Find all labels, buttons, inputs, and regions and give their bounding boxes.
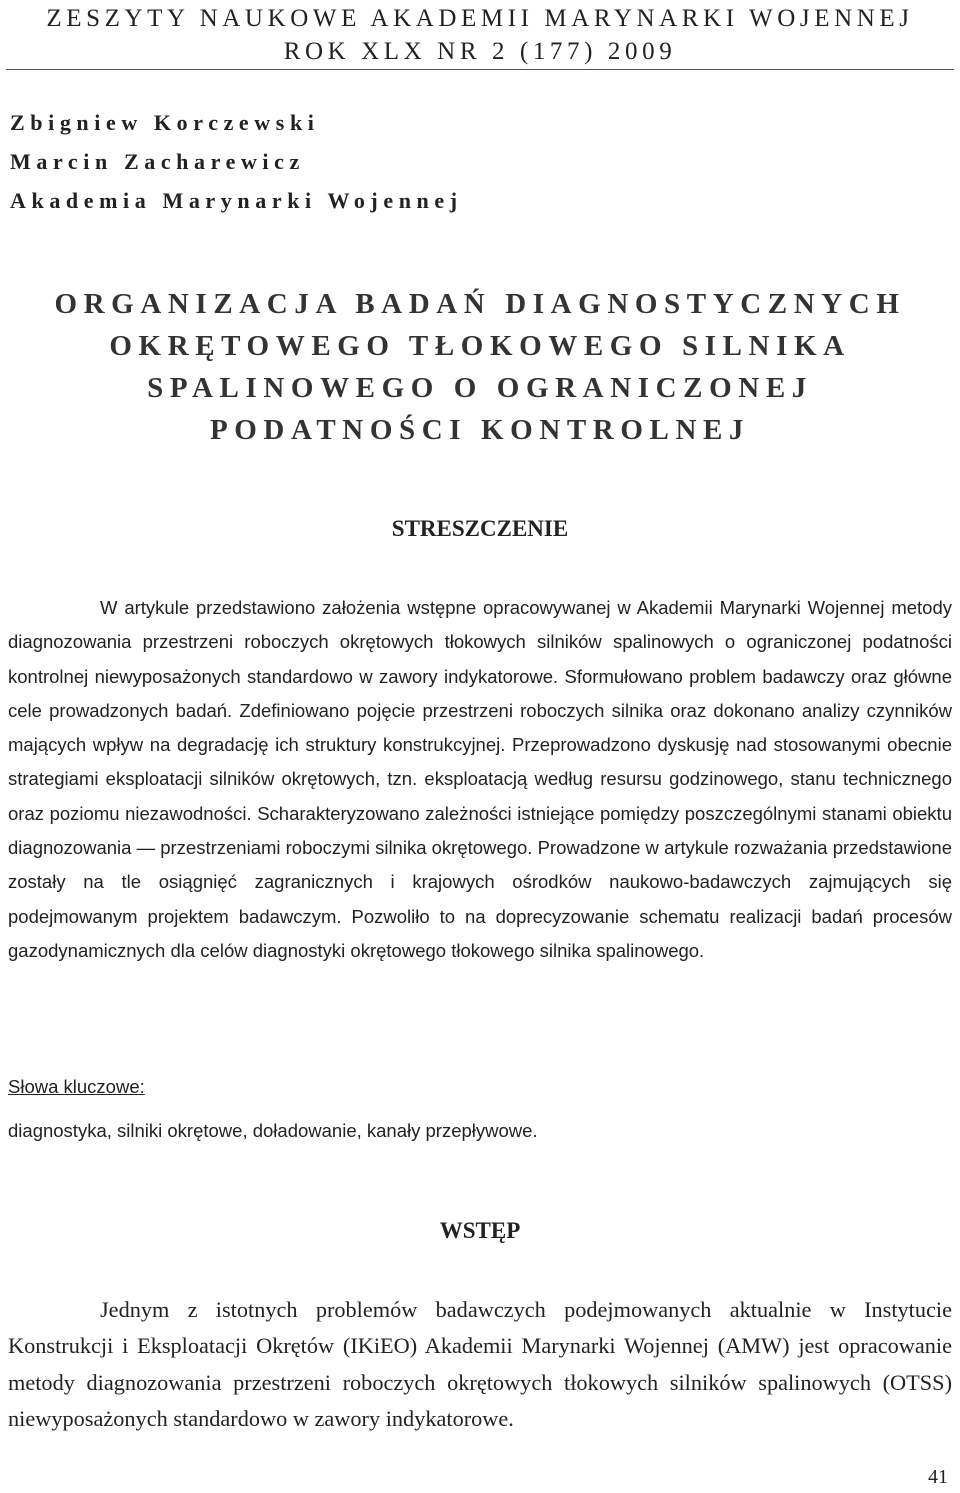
title-line: PODATNOŚCI KONTROLNEJ <box>209 414 751 446</box>
abstract-heading: STRESZCZENIE <box>391 516 569 541</box>
page-number: 41 <box>928 1466 948 1488</box>
author-name: Marcin Zacharewicz <box>10 149 305 174</box>
abstract-text: W artykule przedstawiono założenia wstępne opracowywanej w Akademii Marynarki Wojennej metody diagnozowania przestrzeni roboczych okrętowych tłokowych silników spalinowych o ograniczonej podatności kontrolnej niewyposażonych standardowo w zawory indykatorowe. Sformułowano problem badawczy oraz główne cele prowadzonych badań. Zdefiniowano pojęcie przestrzeni roboczych silnika oraz dokonano analizy czynników mających wpływ na degradację ich struktury konstrukcyjnej. Przeprowadzono dyskusję nad stosowanymi obecnie strategiami eksploatacji silników okrętowych, tzn. eksploatacją według resursu godzinowego, stanu technicznego oraz poziomu niezawodności. Scharakteryzowano zależności istniejące pomiędzy poszczególnymi stanami obiektu diagnozowania — przestrzeniami roboczymi silnika okrętowego. Prowadzone w artykule rozważania przedstawione zostały na tle osiągnięć zagranicznych i krajowych ośrodków naukowo-badawczych zajmujących się podejmowanym projektem badawczym. Pozwoliło to na doprecyzowanie schematu realizacji badań procesów gazodynamicznych dla celów diagnostyki okrętowego tłokowego silnika spalinowego. <box>8 597 952 961</box>
header-rule <box>6 69 954 70</box>
title-line: ORGANIZACJA BADAŃ DIAGNOSTYCZNYCH <box>54 288 906 320</box>
author-name: Zbigniew Korczewski <box>10 110 320 135</box>
paper-title <box>0 283 960 451</box>
introduction-paragraph: Jednym z istotnych problemów badawczych podejmowanych aktualnie w Instytucie Konstrukcji i Eksploatacji Okrętów (IKiEO) Akademii Marynarki Wojennej (AMW) jest opracowanie metody diagnozowania przestrzeni roboczych okrętowych tłokowych silników spalinowych (OTSS) niewyposażonych standardowo w zawory indykatorowe. <box>8 1297 952 1431</box>
journal-header <box>0 2 960 68</box>
journal-issue: ROK XLX NR 2 (177) 2009 <box>283 38 677 65</box>
keywords-label: Słowa kluczowe: <box>8 1076 145 1097</box>
author-block <box>10 103 463 220</box>
author-affiliation: Akademia Marynarki Wojennej <box>10 188 463 213</box>
title-line: SPALINOWEGO O OGRANICZONEJ <box>147 372 813 404</box>
journal-name: ZESZYTY NAUKOWE AKADEMII MARYNARKI WOJENNEJ <box>46 5 914 32</box>
keywords-text: diagnostyka, silniki okrętowe, doładowanie, kanały przepływowe. <box>8 1120 538 1141</box>
section-heading-introduction: WSTĘP <box>439 1218 521 1243</box>
title-line: OKRĘTOWEGO TŁOKOWEGO SILNIKA <box>109 330 851 362</box>
